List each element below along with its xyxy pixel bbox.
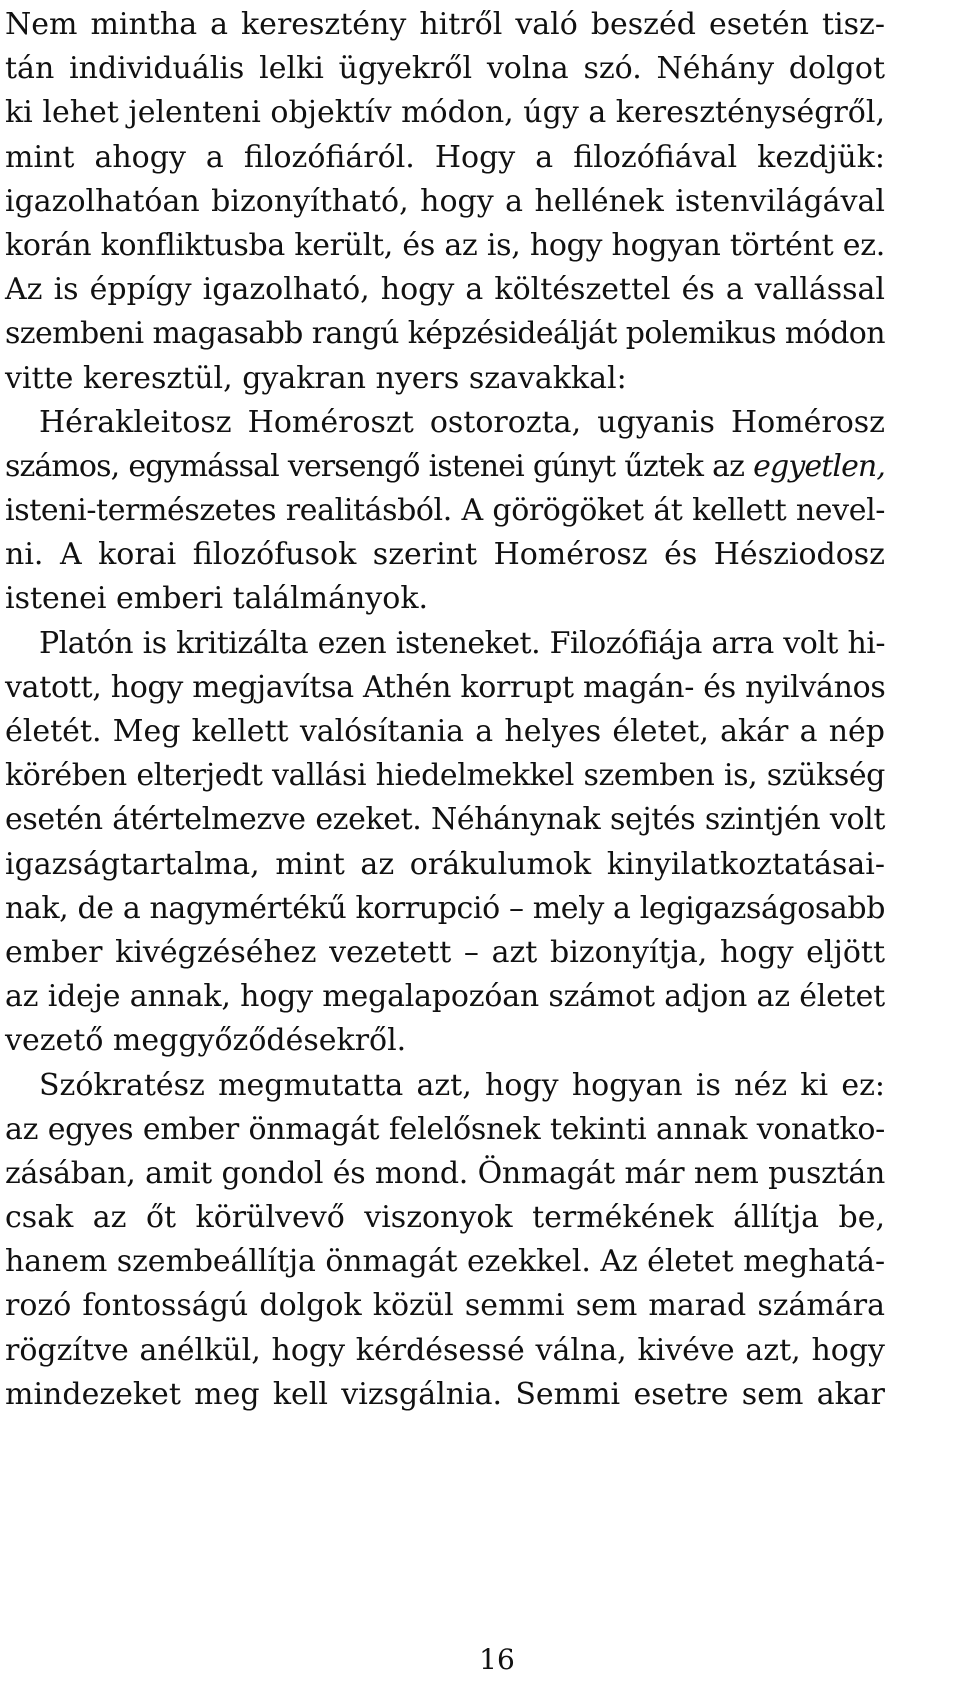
text-line: vitte keresztül, gyakran nyers szavakkal:: [5, 360, 627, 396]
text-line: Az is éppígy igazolható, hogy a költészettel és a vallással: [5, 272, 885, 308]
text-line-with-emphasis: [5, 445, 885, 489]
text-line: hanem szembeállítja önmagát ezekkel. Az életet meghatá-: [5, 1244, 885, 1280]
text-line: ni. A korai filozófusok szerint Homérosz és Hésziodosz: [5, 537, 885, 573]
text-line: csak az őt körülvevő viszonyok termékének állítja be,: [5, 1200, 885, 1236]
text-fragment: számos, egymással versengő istenei gúnyt űztek az: [5, 448, 754, 484]
text-line: életét. Meg kellett valósítania a helyes életet, akár a nép: [5, 714, 885, 749]
text-line: szembeni magasabb rangú képzésideálját polemikus módon: [5, 316, 885, 352]
text-line: tán individuális lelki ügyekről volna szó. Néhány dolgot: [5, 51, 885, 87]
text-line: körében elterjedt vallási hiedelmekkel szemben is, szükség: [5, 758, 885, 794]
text-line: mint ahogy a filozófiáról. Hogy a filozófiával kezdjük:: [5, 139, 885, 175]
text-line: vatott, hogy megjavítsa Athén korrupt magán- és nyilvános: [5, 669, 886, 705]
text-line: igazolhatóan bizonyítható, hogy a hellének istenvilágával: [5, 183, 885, 219]
text-line: ember kivégzéséhez vezetett – azt bizonyítja, hogy eljött: [5, 934, 885, 970]
text-line: rögzítve anélkül, hogy kérdésessé válna, kivéve azt, hogy: [5, 1332, 885, 1368]
text-line: zásában, amit gondol és mond. Önmagát már nem pusztán: [5, 1155, 885, 1191]
text-line: igazságtartalma, mint az orákulumok kinyilatkoztatásai-: [5, 846, 885, 882]
text-line: isteni-természetes realitásból. A görögöket át kellett nevel-: [5, 493, 885, 529]
text-line: vezető meggyőződésekről.: [5, 1023, 407, 1059]
text-line: Platón is kritizálta ezen isteneket. Filozófiája arra volt hi-: [39, 625, 885, 661]
body-text: [5, 3, 885, 1417]
text-line: ki lehet jelenteni objektív módon, úgy a kereszténységről,: [5, 95, 885, 131]
emphasized-word: egyetlen,: [753, 448, 885, 484]
page-number: 16: [479, 1643, 515, 1676]
text-line: istenei emberi találmányok.: [5, 581, 429, 617]
text-line: korán konfliktusba került, és az is, hogy hogyan történt ez.: [5, 227, 885, 263]
text-line: az egyes ember önmagát felelősnek tekinti annak vonatko-: [5, 1111, 885, 1147]
text-line: Szókratész megmutatta azt, hogy hogyan is néz ki ez:: [39, 1067, 885, 1103]
text-line: Hérakleitosz Homéroszt ostorozta, ugyanis Homérosz: [39, 404, 885, 440]
text-line: esetén átértelmezve ezeket. Néhánynak sejtés szintjén volt: [5, 802, 885, 838]
text-line: rozó fontosságú dolgok közül semmi sem marad számára: [5, 1288, 885, 1324]
text-line: Nem mintha a keresztény hitről való beszéd esetén tisz-: [5, 7, 885, 42]
text-line: nak, de a nagymértékű korrupció – mely a legigazságosabb: [5, 890, 885, 926]
text-line: mindezeket meg kell vizsgálnia. Semmi esetre sem akar: [5, 1376, 885, 1412]
text-line: az ideje annak, hogy megalapozóan számot adjon az életet: [5, 979, 885, 1015]
